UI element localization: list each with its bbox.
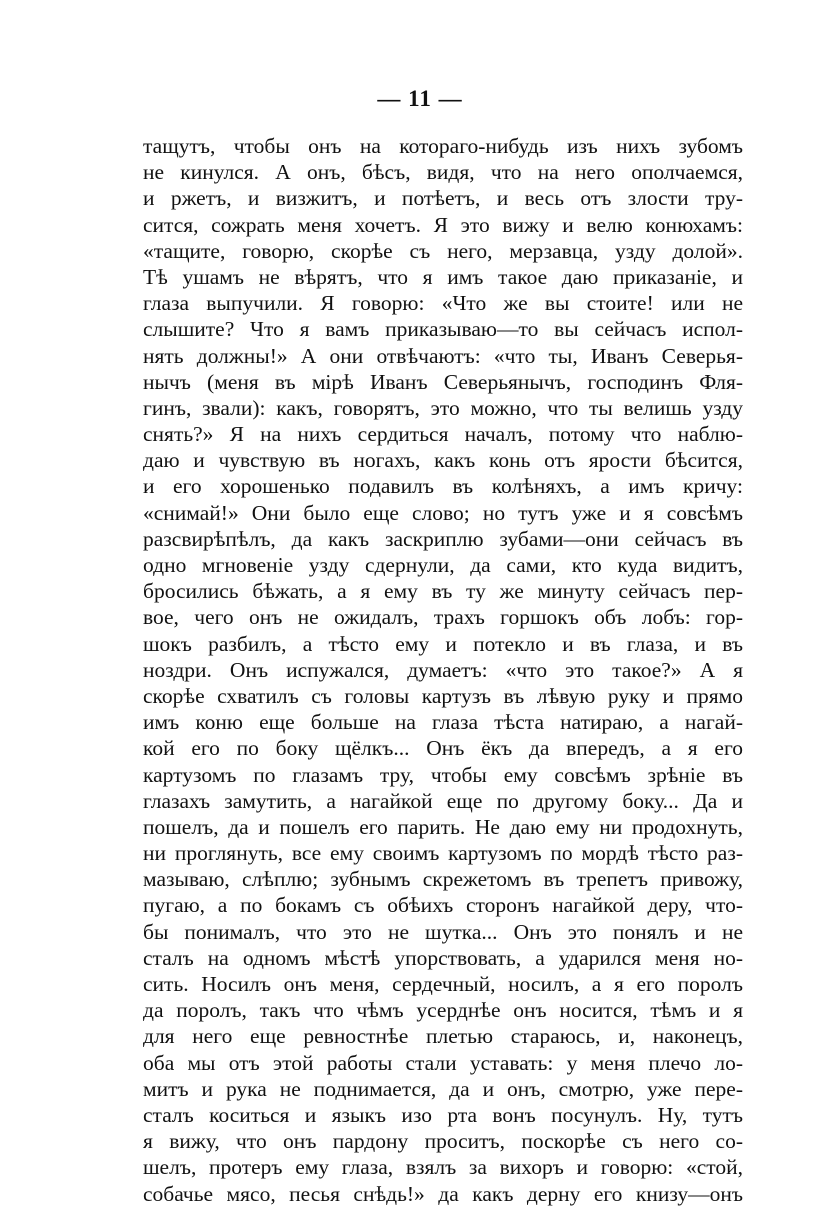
text-line: «снимай!» Они было еще слово; но тутъ уже и я совсѣмъ (143, 500, 743, 525)
text-line: имъ коню еще больше на глаза тѣста натираю, а нагай- (143, 710, 743, 735)
text-line: пугаю, а по бокамъ съ обѣихъ сторонъ нагайкой деру, что- (143, 893, 743, 918)
text-line: «тащите, говорю, скорѣе съ него, мерзавца, узду долой». (143, 238, 743, 263)
text-line: шокъ разбилъ, а тѣсто ему и потекло и въ глаза, и въ (143, 631, 743, 656)
text-line: шелъ, протеръ ему глаза, взялъ за вихоръ и говорю: «стой, (143, 1155, 743, 1180)
text-line: сталъ коситься и языкъ изо рта вонъ посунулъ. Ну, тутъ (143, 1102, 743, 1127)
text-line: гинъ, звали): какъ, говорятъ, это можно, что ты велишь узду (143, 395, 743, 420)
text-line: мазываю, слѣплю; зубнымъ скрежетомъ въ трепетъ привожу, (143, 867, 743, 892)
text-line: собачье мясо, песья снѣдь!» да какъ дерну его книзу—онъ (143, 1181, 743, 1206)
text-line: снять?» Я на нихъ сердиться началъ, потому что наблю- (143, 422, 743, 447)
page-number: — 11 — (377, 86, 463, 111)
text-line: разсвирѣпѣлъ, да какъ заскриплю зубами—они сейчасъ въ (143, 526, 743, 551)
text-line: даю и чувствую въ ногахъ, какъ конь отъ ярости бѣсится, (143, 448, 743, 473)
text-line: бросились бѣжать, а я ему въ ту же минуту сейчасъ пер- (143, 579, 743, 604)
text-line: скорѣе схватилъ съ головы картузъ въ лѣвую руку и прямо (143, 683, 743, 708)
text-line: бы понималъ, что это не шутка... Онъ это понялъ и не (143, 919, 743, 944)
text-line: я вижу, что онъ пардону проситъ, поскорѣе съ него со- (143, 1129, 743, 1154)
text-line: да поролъ, такъ что чѣмъ усерднѣе онъ носится, тѣмъ и я (143, 998, 743, 1023)
text-line: сталъ на одномъ мѣстѣ упорствовать, а ударился меня но- (143, 945, 743, 970)
text-line: митъ и рука не поднимается, да и онъ, смотрю, уже пере- (143, 1076, 743, 1101)
text-line: оба мы отъ этой работы стали уставать: у меня плечо ло- (143, 1050, 743, 1075)
text-line: нычъ (меня въ мірѣ Иванъ Северьянычъ, господинъ Фля- (143, 369, 743, 394)
text-line: вое, чего онъ не ожидалъ, трахъ горшокъ объ лобъ: гор- (143, 605, 743, 630)
text-line: ни проглянуть, все ему своимъ картузомъ по мордѣ тѣсто раз- (143, 841, 743, 866)
text-line: сится, сожрать меня хочетъ. Я это вижу и велю конюхамъ: (143, 212, 743, 237)
text-line: кой его по боку щёлкъ... Онъ ёкъ да впередъ, а я его (143, 736, 743, 761)
text-line: сить. Носилъ онъ меня, сердечный, носилъ, а я его поролъ (143, 972, 743, 996)
text-line: и ржетъ, и визжитъ, и потѣетъ, и весь отъ злости тру- (143, 186, 743, 211)
text-line: слышите? Что я вамъ приказываю—то вы сейчасъ испол- (143, 317, 743, 342)
text-line: картузомъ по глазамъ тру, чтобы ему совсѣмъ зрѣніе въ (143, 762, 743, 787)
text-line: Тѣ ушамъ не вѣрятъ, что я имъ такое даю приказаніе, и (143, 264, 743, 289)
text-line: одно мгновеніе узду сдернули, да сами, кто куда видитъ, (143, 553, 743, 577)
text-line: и его хорошенько подавилъ въ колѣняхъ, а имъ кричу: (143, 474, 743, 499)
text-line: нять должны!» А они отвѣчаютъ: «что ты, Иванъ Северья- (143, 343, 743, 368)
body-text (143, 133, 743, 1207)
text-line: глазахъ замутить, а нагайкой еще по другому боку... Да и (143, 788, 743, 813)
text-line: пошелъ, да и пошелъ его парить. Не даю ему ни продохнуть, (143, 814, 743, 839)
text-line: тащутъ, чтобы онъ на котораго-нибудь изъ нихъ зубомъ (143, 134, 743, 158)
text-line: ноздри. Онъ испужался, думаетъ: «что это такое?» А я (143, 657, 743, 682)
text-line: для него еще ревностнѣе плетью стараюсь, и, наконецъ, (143, 1024, 743, 1049)
text-line: не кинулся. А онъ, бѣсъ, видя, что на него ополчаемся, (143, 160, 743, 185)
text-line: глаза выпучили. Я говорю: «Что же вы стоите! или не (143, 291, 743, 316)
